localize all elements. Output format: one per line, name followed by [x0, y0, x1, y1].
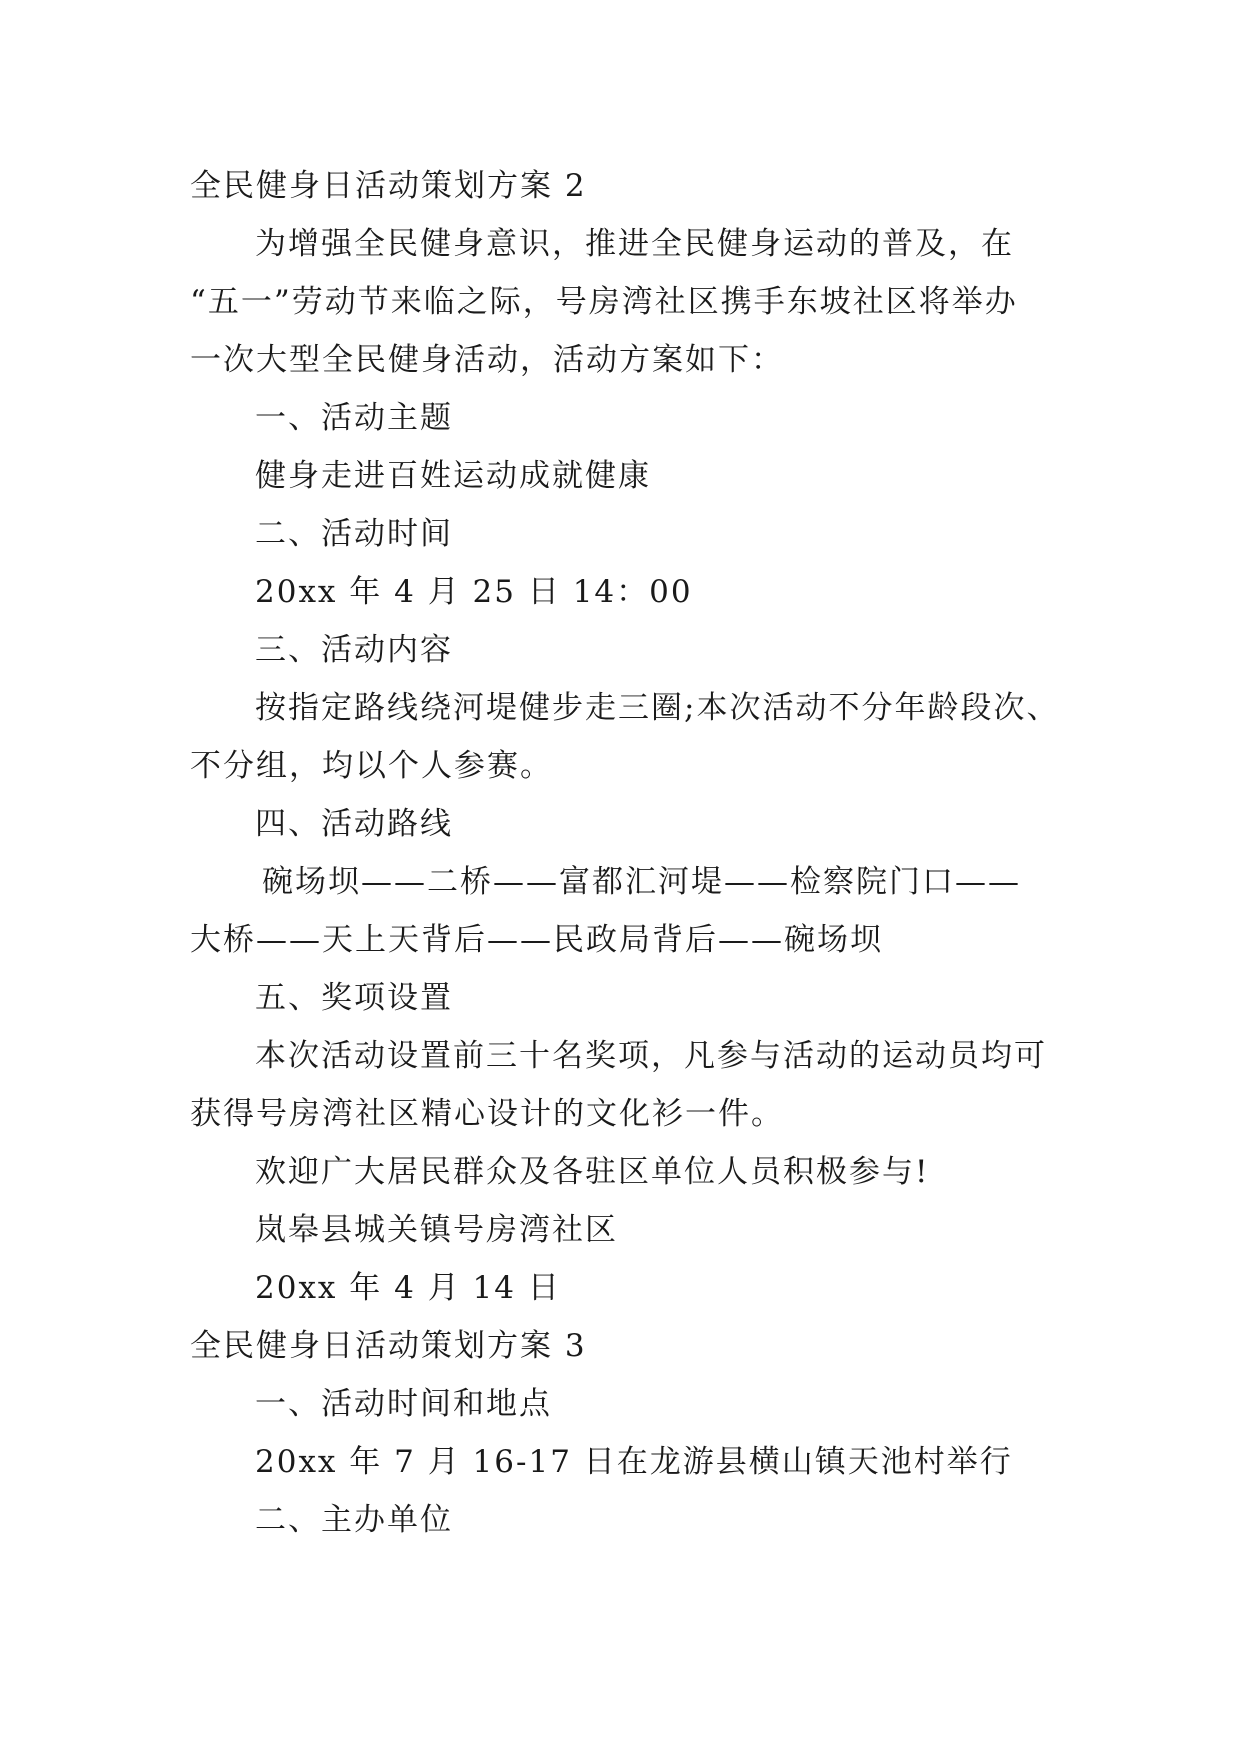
- section-heading: 五、奖项设置: [255, 980, 453, 1016]
- section-heading: 一、活动主题: [255, 400, 453, 436]
- paragraph-line: 一次大型全民健身活动，活动方案如下：: [190, 342, 784, 378]
- paragraph-line: 碗场坝——二桥——富都汇河堤——检察院门口——: [262, 864, 1021, 900]
- paragraph-line: 为增强全民健身意识，推进全民健身运动的普及，在: [255, 226, 1014, 262]
- section-heading: 二、活动时间: [255, 516, 453, 552]
- section-title: 全民健身日活动策划方案 2: [190, 168, 587, 204]
- paragraph-line: 获得号房湾社区精心设计的文化衫一件。: [190, 1096, 784, 1132]
- paragraph-line: 大桥——天上天背后——民政局背后——碗场坝: [190, 922, 883, 958]
- paragraph-line: 不分组，均以个人参赛。: [190, 748, 553, 784]
- paragraph-line: 按指定路线绕河堤健步走三圈;本次活动不分年龄段次、: [255, 690, 1060, 726]
- signature-org: 岚皋县城关镇号房湾社区: [255, 1212, 618, 1248]
- paragraph-line: 健身走进百姓运动成就健康: [255, 458, 651, 494]
- signature-date: 20xx 年 4 月 14 日: [255, 1270, 561, 1306]
- paragraph-line: “五一”劳动节来临之际，号房湾社区携手东坡社区将举办: [190, 284, 1018, 320]
- paragraph-line: 20xx 年 4 月 25 日 14：00: [255, 574, 693, 610]
- section-title: 全民健身日活动策划方案 3: [190, 1328, 587, 1364]
- section-heading: 二、主办单位: [255, 1502, 453, 1538]
- paragraph-line: 20xx 年 7 月 16-17 日在龙游县横山镇天池村举行: [255, 1444, 1013, 1480]
- paragraph-line: 本次活动设置前三十名奖项，凡参与活动的运动员均可: [255, 1038, 1047, 1074]
- paragraph-line: 欢迎广大居民群众及各驻区单位人员积极参与!: [255, 1154, 930, 1190]
- section-heading: 三、活动内容: [255, 632, 453, 668]
- section-heading: 一、活动时间和地点: [255, 1386, 552, 1422]
- section-heading: 四、活动路线: [255, 806, 453, 842]
